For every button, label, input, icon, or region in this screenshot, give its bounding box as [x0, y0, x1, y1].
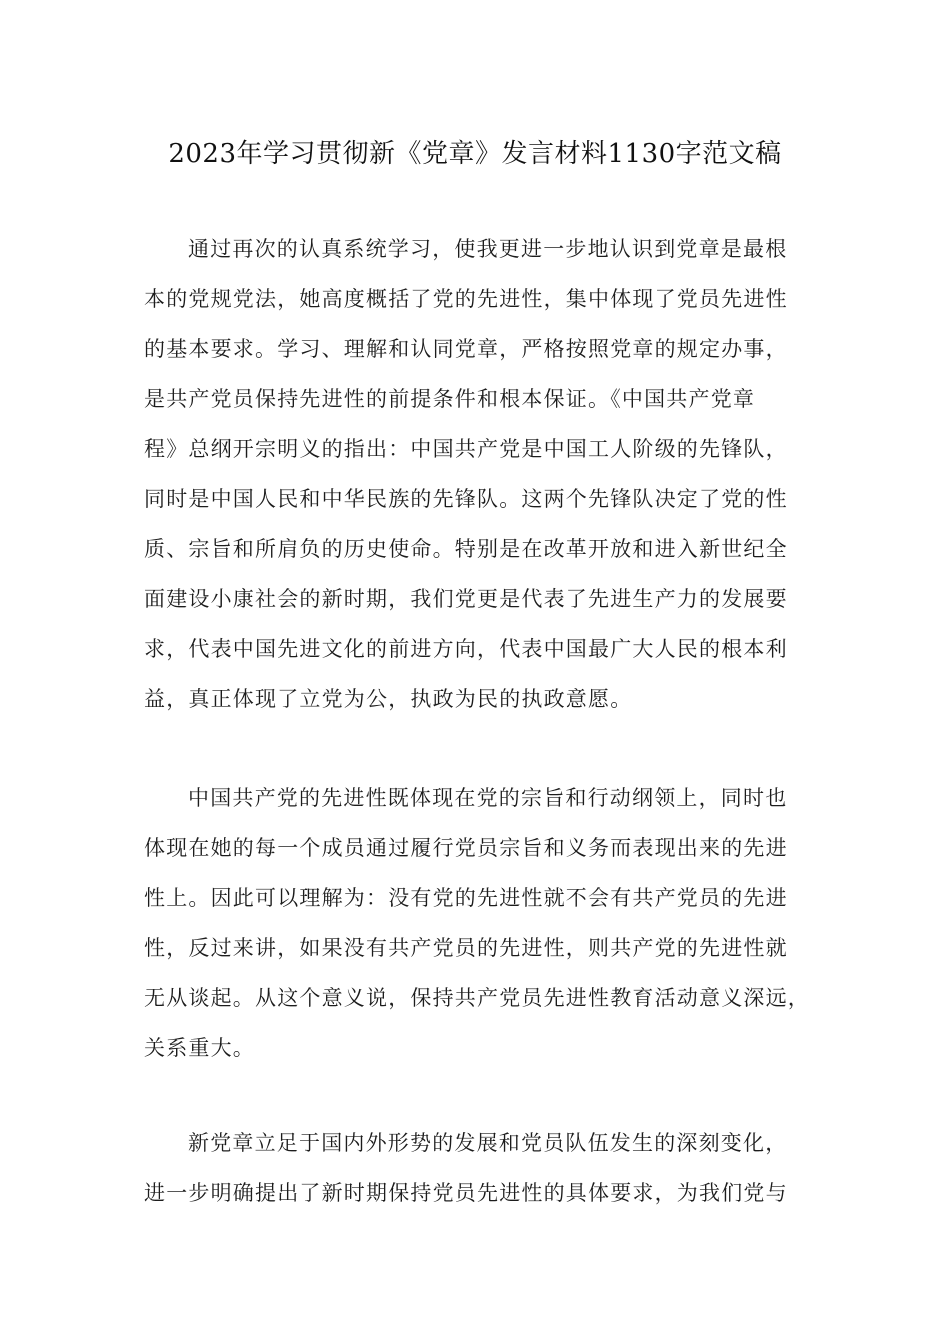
text-line: 程》总纲开宗明义的指出：中国共产党是中国工人阶级的先锋队，: [144, 437, 788, 461]
text-line: 求，代表中国先进文化的前进方向，代表中国最广大人民的根本利: [144, 637, 788, 661]
text-line: 体现在她的每一个成员通过履行党员宗旨和义务而表现出来的先进: [144, 836, 788, 860]
text-line: 进一步明确提出了新时期保持党员先进性的具体要求，为我们党与: [144, 1181, 788, 1205]
document-title: 2023年学习贯彻新《党章》发言材料1130字范文稿: [168, 139, 782, 169]
paragraph-3: [144, 1118, 820, 1218]
text-line: 通过再次的认真系统学习，使我更进一步地认识到党章是最根: [188, 237, 788, 261]
text-line: 本的党规党法，她高度概括了党的先进性，集中体现了党员先进性: [144, 287, 788, 311]
text-line: 益，真正体现了立党为公，执政为民的执政意愿。: [144, 687, 633, 711]
text-line: 的基本要求。学习、理解和认同党章，严格按照党章的规定办事，: [144, 337, 788, 361]
text-line: 中国共产党的先进性既体现在党的宗旨和行动纲领上，同时也: [188, 786, 788, 810]
text-line: 关系重大。: [144, 1036, 255, 1060]
text-line: 性上。因此可以理解为：没有党的先进性就不会有共产党员的先进: [144, 886, 788, 910]
text-line: 面建设小康社会的新时期，我们党更是代表了先进生产力的发展要: [144, 587, 788, 611]
text-line: 质、宗旨和所肩负的历史使命。特别是在改革开放和进入新世纪全: [144, 537, 788, 561]
paragraph-1: [144, 224, 820, 724]
text-line: 新党章立足于国内外形势的发展和党员队伍发生的深刻变化，: [188, 1131, 788, 1155]
text-line: 无从谈起。从这个意义说，保持共产党员先进性教育活动意义深远，: [144, 986, 810, 1010]
paragraph-2: [144, 773, 820, 1073]
text-line: 同时是中国人民和中华民族的先锋队。这两个先锋队决定了党的性: [144, 487, 788, 511]
text-line: 是共产党员保持先进性的前提条件和根本保证。《中国共产党章: [144, 387, 756, 411]
text-line: 性，反过来讲，如果没有共产党员的先进性，则共产党的先进性就: [144, 936, 788, 960]
